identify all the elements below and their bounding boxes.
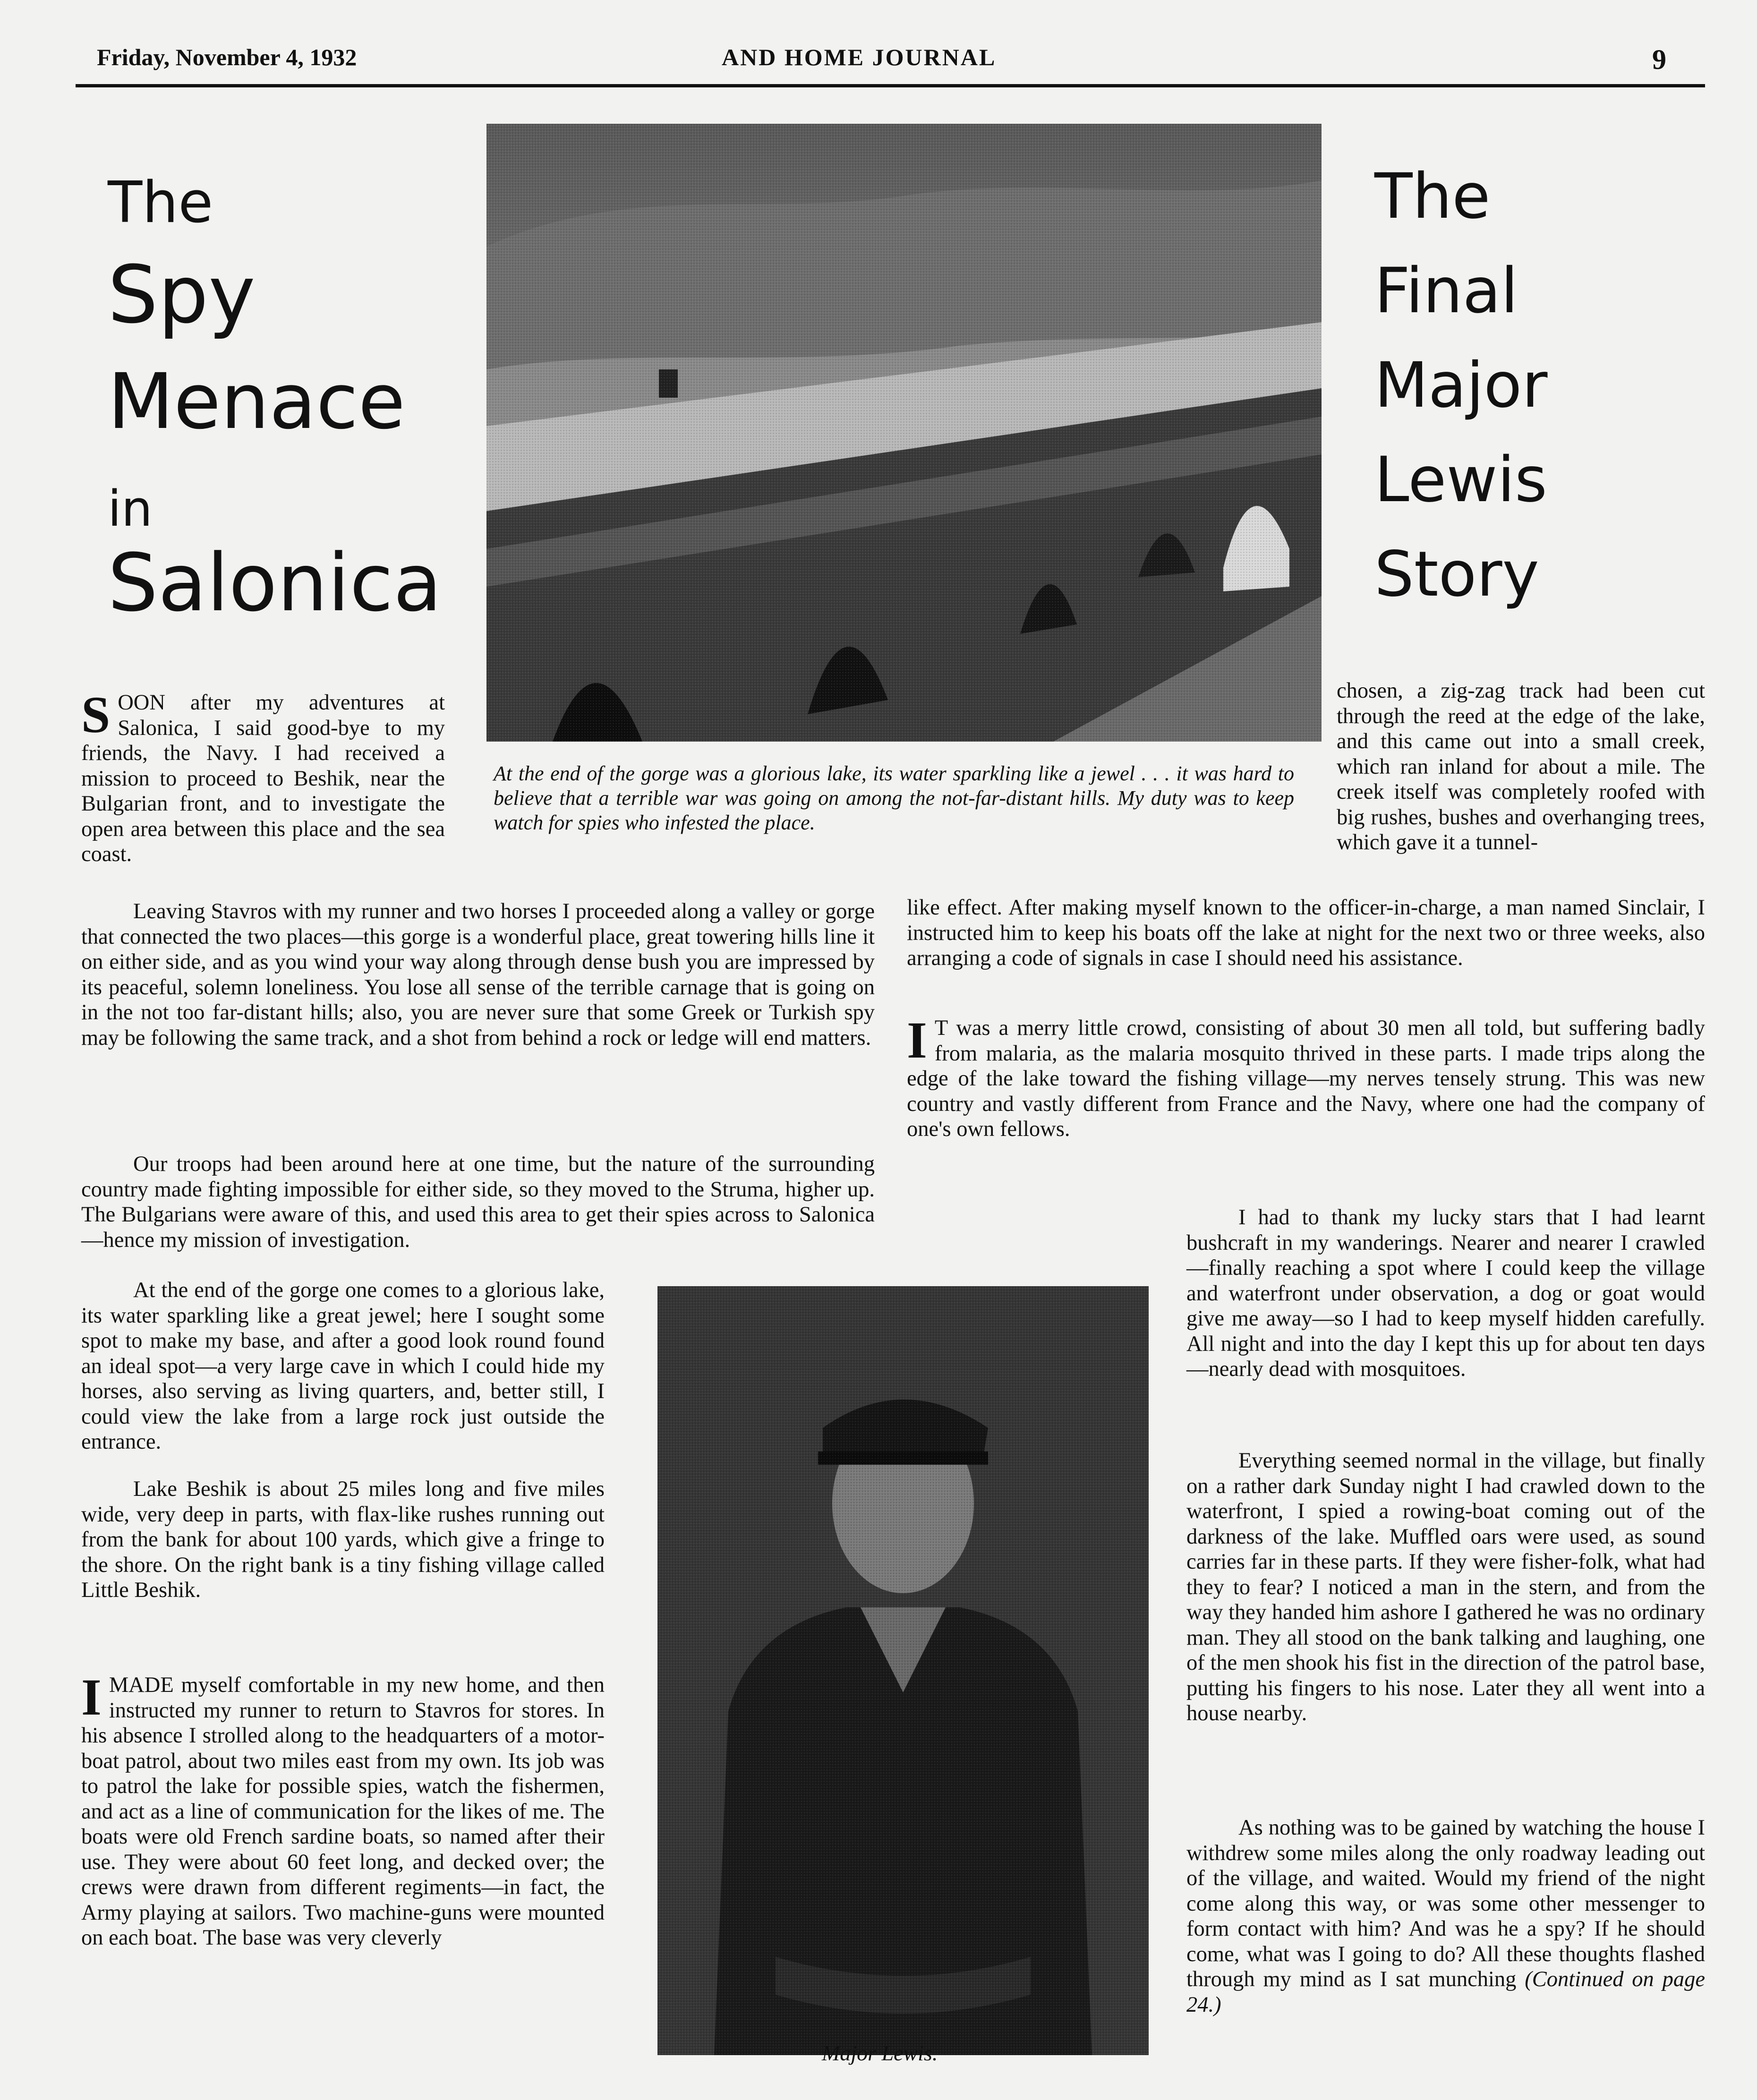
- headline-left-word: Menace: [108, 358, 406, 446]
- gorge-bridge-photo: [486, 124, 1322, 742]
- drop-cap: I: [907, 1011, 927, 1069]
- masthead-date: Friday, November 4, 1932: [97, 44, 357, 70]
- headline-right-word: Story: [1374, 538, 1539, 611]
- paragraph-text: As nothing was to be gained by watching the house I withdrew some miles along the only roadway leading out of the village, and waited. Would my friend of the night come along this way, or was some other messenger to form contact with him? And was he a spy? If he should come, what was I going to do? All these thoughts flashed through my mind as I sat munching: [1186, 1816, 1705, 1991]
- headline-right-word: Major: [1374, 349, 1548, 422]
- article-paragraph: like effect. After making myself known to the officer-in-charge, a man named Sinclair, I instructed him to keep his boats off the lake at night for the next two or three weeks, also arranging a code of signals in case I should need his assistance.: [907, 896, 1705, 970]
- masthead-page-number: 9: [1652, 44, 1666, 75]
- drop-cap: S: [81, 686, 111, 743]
- article-paragraph: [907, 1011, 1705, 1142]
- paragraph-text: MADE myself comfortable in my new home, and then instructed my runner to return to Stavros for stores. In his absence I strolled along to the headquarters of a motor-boat patrol, about two miles east from my own. Its job was to patrol the lake for possible spies, watch the fishermen, and act as a line of communication for the likes of me. The boats were old French sardine boats, so named after their use. They were about 60 feet long, and decked over; the crews were drawn from different regiments—in fact, the Army playing at sailors. Two machine-guns were mounted on each boat. The base was very cleverly: [81, 1673, 605, 1950]
- article-paragraph: Everything seemed normal in the village, but finally on a rather dark Sunday night I had crawled down to the waterfront, I spied a rowing-boat coming out of the darkness of the lake. Muffled oars were used, as sound carries far in these parts. If they were fisher-folk, what had they to fear? I noticed a man in the stern, and from the way they handed him ashore I gathered he was no ordinary man. They all stood on the bank talking and laughing, one of the men shook his fist in the direction of the patrol base, putting his fingers to his nose. Later they all went into a house nearby.: [1186, 1449, 1705, 1725]
- article-paragraph: I had to thank my lucky stars that I had learnt bushcraft in my wanderings. Nearer and nearer I crawled—finally reaching a spot where I could keep the village and waterfront under observation, a dog or goat would give me away—so I had to keep myself hidden carefully. All night and into the day I kept this up for about ten days—nearly dead with mosquitoes.: [1186, 1205, 1705, 1381]
- article-paragraph: Our troops had been around here at one time, but the nature of the surrounding country made fighting impossible for either side, so they moved to the Struma, higher up. The Bulgarians were aware of this, and used this area to get their spies across to Salonica—hence my mission of investigation.: [81, 1152, 875, 1252]
- article-paragraph: Lake Beshik is about 25 miles long and five miles wide, very deep in parts, with flax-like rushes running out from the bank for about 100 yards, which give a fringe to the shore. On the right bank is a tiny fishing village called Little Beshik.: [81, 1477, 605, 1602]
- paragraph-text: OON after my adventures at Salonica, I said good-bye to my friends, the Navy. I had received a mission to proceed to Beshik, near the Bulgarian front, and to investigate the open area between this place and the sea coast.: [81, 691, 445, 866]
- article-paragraph: [1186, 1815, 1705, 2017]
- article-paragraph: At the end of the gorge one comes to a glorious lake, its water sparkling like a great jewel; here I sought some spot to make my base, and after a good look round found an ideal spot—a very large cave in which I could hide my horses, also serving as living quarters, and, better still, I could view the lake from a large rock just outside the entrance.: [81, 1278, 605, 1454]
- article-paragraph: [81, 1668, 605, 1951]
- masthead-publication: AND HOME JOURNAL: [722, 44, 997, 70]
- paragraph-text: T was a merry little crowd, consisting of about 30 men all told, but suffering badly from malaria, as the malaria mosquito thrived in these parts. I made trips along the edge of the lake toward the fishing village—my nerves tensely strung. This was new country and vastly different from France and the Navy, where one had the company of one's own fellows.: [907, 1016, 1705, 1141]
- article-paragraph: chosen, a zig-zag track had been cut through the reed at the edge of the lake, and this came out into a small creek, which ran inland for about a mile. The creek itself was completely roofed with big rushes, bushes and overhanging trees, which gave it a tunnel-: [1337, 679, 1705, 854]
- gorge-photo-caption: At the end of the gorge was a glorious lake, its water sparkling like a jewel . . . it was hard to believe that a terrible war was going on among the not-far-distant hills. My duty was to keep watch for spies who infested the place.: [494, 762, 1294, 834]
- article-paragraph: Leaving Stavros with my runner and two horses I proceeded along a valley or gorge that connected the two places—this gorge is a wonderful place, great towering hills line it on either side, and as you wind your way along through dense bush you are impressed by its peaceful, solemn loneliness. You lose all sense of the terrible carnage that is going on in the not too far-distant hills; also, you are never sure that some Greek or Turkish spy may be following the same track, and a shot from behind a rock or ledge will end matters.: [81, 899, 875, 1050]
- headline-left-word: in: [108, 480, 153, 538]
- headline-right-word: The: [1374, 160, 1491, 233]
- headline-left-word: Salonica: [108, 537, 442, 629]
- article-paragraph: [81, 686, 445, 867]
- headline-left-word: Spy: [108, 248, 256, 341]
- headline-right-word: Lewis: [1374, 444, 1547, 516]
- drop-cap: I: [81, 1668, 102, 1726]
- headline-right-word: Final: [1374, 255, 1518, 327]
- major-lewis-portrait-photo: [657, 1286, 1149, 2055]
- masthead-rule: [76, 84, 1705, 87]
- headline-left-word: The: [108, 170, 213, 236]
- continued-on-page-link[interactable]: (Continued on page 24.): [1186, 1967, 1706, 2017]
- portrait-caption: Major Lewis.: [822, 2041, 938, 2065]
